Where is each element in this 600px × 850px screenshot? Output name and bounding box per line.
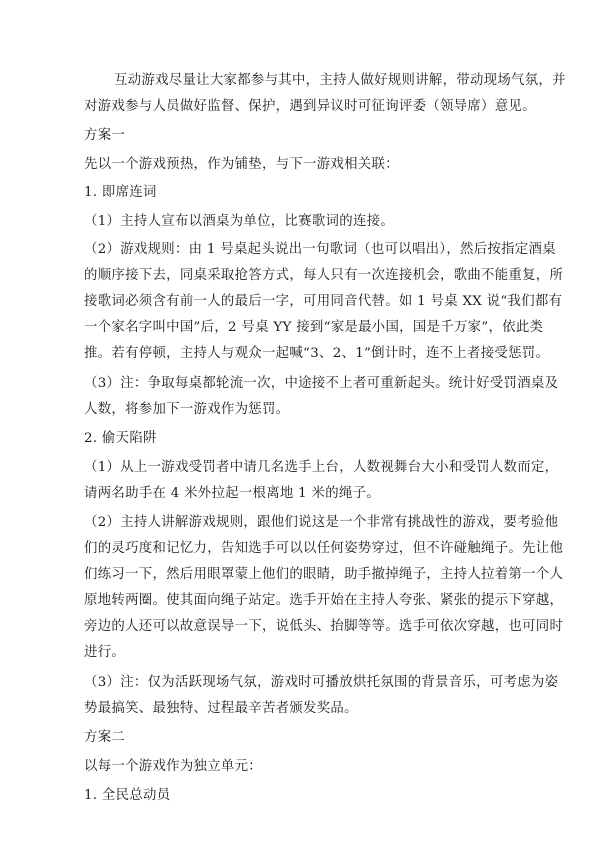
game-1-rule-1: （1）主持人宣布以酒桌为单位，比赛歌词的连接。: [84, 214, 395, 229]
game-1-rule-3-line: （3）注：争取每桌都轮流一次，中途接不上者可重新起头。统计好受罚酒桌及: [84, 376, 559, 391]
game-2-title: 2. 偷天陷阱: [84, 431, 157, 446]
plan-1-heading: 方案一: [84, 128, 126, 143]
game-2-rule-2-line: 们的灵巧度和记忆力，告知选手可以以任何姿势穿过，但不许碰触绳子。先让他: [84, 541, 564, 556]
game-2-rule-1-line: （1）从上一游戏受罚者中请几名选手上台，人数视舞台大小和受罚人数而定，: [84, 460, 559, 475]
game-1-rule-2-line: 的顺序接下去，同桌采取抢答方式，每人只有一次连接机会，歌曲不能重复，所: [84, 268, 564, 283]
game-2-rule-2-line: 旁边的人还可以故意误导一下，说低头、抬脚等等。选手可依次穿越，也可同时: [84, 619, 564, 634]
plan-2-game-1-title: 1. 全民总动员: [84, 788, 171, 803]
game-2-rule-2-line: 进行。: [84, 645, 126, 660]
game-2-rule-2-line: 们练习一下，然后用眼罩蒙上他们的眼睛，助手撤掉绳子，主持人拉着第一个人: [84, 567, 564, 582]
game-1-rule-2-line: 一个家名字叫中国”后，2 号桌 YY 接到“家是最小国，国是千万家”，依此类: [84, 320, 544, 335]
game-1-title: 1. 即席连词: [84, 185, 157, 200]
plan-2-lead: 以每一个游戏作为独立单元：: [84, 759, 262, 774]
plan-1-lead: 先以一个游戏预热，作为铺垫，与下一游戏相关联：: [84, 157, 399, 172]
game-1-rule-3-line: 人数，将参加下一游戏作为惩罚。: [84, 402, 290, 417]
game-2-rule-3-line: 势最搞笑、最独特、过程最辛苦者颁发奖品。: [84, 701, 358, 716]
game-2-rule-2-line: 原地转两圈。使其面向绳子站定。选手开始在主持人夸张、紧张的提示下穿越，: [84, 593, 564, 608]
game-1-rule-2-line: 接歌词必须含有前一人的最后一字，可用同音代替。如 1 号桌 XX 说“我们都有: [84, 294, 563, 309]
game-1-rule-2-line: （2）游戏规则：由 1 号桌起头说出一句歌词（也可以唱出），然后按指定酒桌: [84, 242, 556, 257]
game-1-rule-2-line: 推。若有停顿，主持人与观众一起喊“3、2、1”倒计时，连不上者接受惩罚。: [84, 346, 550, 361]
game-2-rule-3-line: （3）注：仅为活跃现场气氛，游戏时可播放烘托氛围的背景音乐，可考虑为姿: [84, 675, 559, 690]
plan-2-heading: 方案二: [84, 730, 126, 745]
intro-line: 对游戏参与人员做好监督、保护，遇到异议时可征询评委（领导席）意见。: [84, 99, 536, 114]
intro-line: 互动游戏尽量让大家都参与其中，主持人做好规则讲解，带动现场气氛，并: [114, 73, 566, 88]
game-2-rule-1-line: 请两名助手在 4 米外拉起一根离地 1 米的绳子。: [84, 486, 380, 501]
game-2-rule-2-line: （2）主持人讲解游戏规则，跟他们说这是一个非常有挑战性的游戏，要考验他: [84, 515, 559, 530]
